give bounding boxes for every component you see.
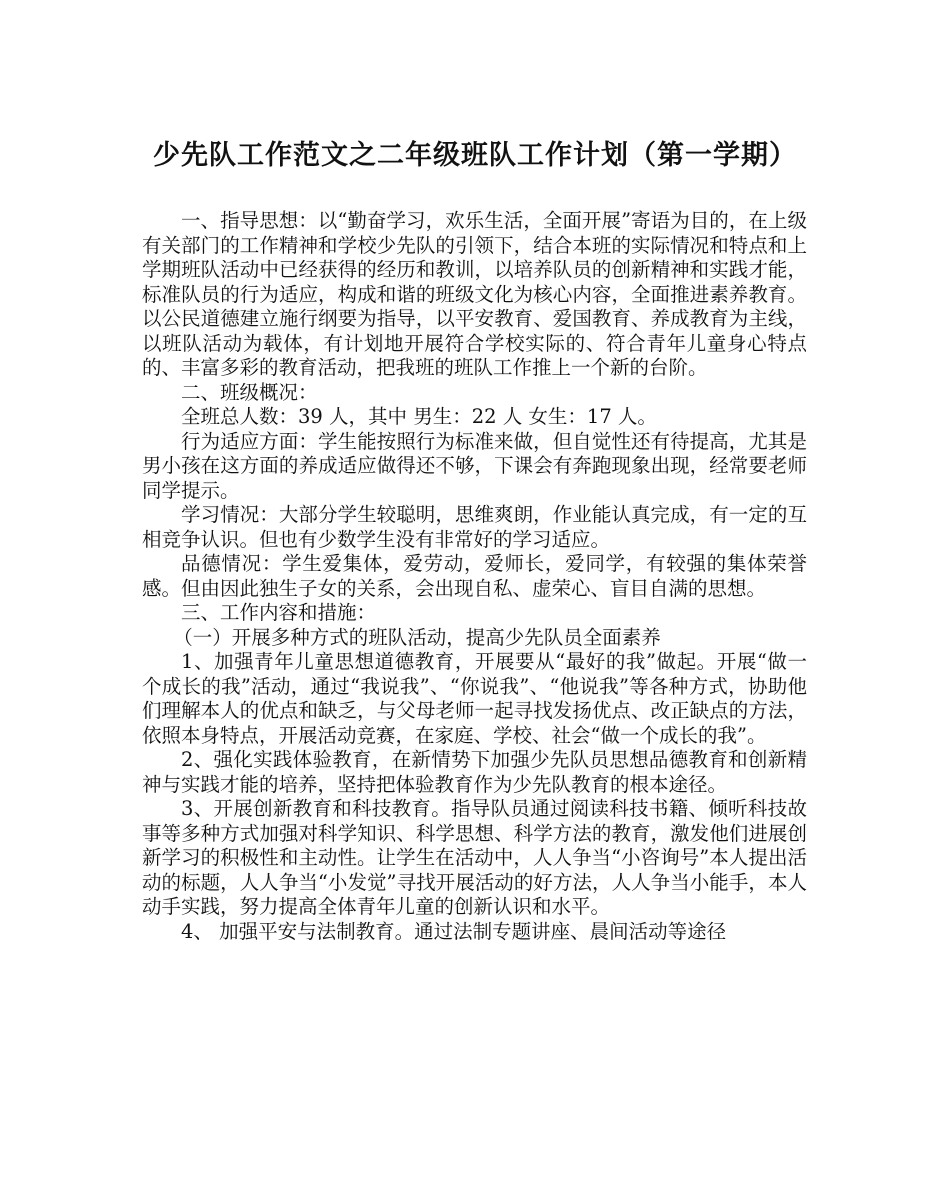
heading-class-overview: 二、班级概况：	[181, 380, 318, 404]
paragraph-moral-situation: 品德情况：学生爱集体，爱劳动，爱师长，爱同学，有较强的集体荣誉感。但由因此独生子女的关系，会出现自私、虚荣心、盲目自满的思想。	[142, 552, 807, 600]
paragraph-study-situation: 学习情况：大部分学生较聪明，思维爽朗，作业能认真完成，有一定的互相竞争认识。但也有少数学生没有非常好的学习适应。	[142, 503, 807, 551]
paragraph-item-2: 2、强化实践体验教育，在新情势下加强少先队员思想品德教育和创新精神与实践才能的培养，坚持把体验教育作为少先队教育的根本途径。	[142, 748, 807, 796]
document-title: 少先队工作范文之二年级班队工作计划（第一学期）	[153, 140, 797, 171]
paragraph-item-4: 4、 加强平安与法制教育。通过法制专题讲座、晨间活动等途径	[181, 919, 727, 943]
paragraph-guiding-thought: 一、指导思想：以“勤奋学习，欢乐生活，全面开展”寄语为目的，在上级有关部门的工作精神和学校少先队的引领下，结合本班的实际情况和特点和上学期班队活动中已经获得的经历和教训，以培养队员的创新精神和实践才能，标准队员的行为适应，构成和谐的班级文化为核心内容，全面推进素养教育。以公民道德建立施行纲要为指导，以平安教育、爱国教育、养成教育为主线，以班队活动为载体，有计划地开展符合学校实际的、符合青年儿童身心特点的、丰富多彩的教育活动，把我班的班队工作推上一个新的台阶。	[142, 209, 807, 379]
paragraph-behavior-habits: 行为适应方面：学生能按照行为标准来做，但自觉性还有待提高，尤其是男小孩在这方面的养成适应做得还不够，下课会有奔跑现象出现，经常要老师同学提示。	[142, 429, 807, 502]
document-body	[142, 209, 807, 944]
paragraph-item-1: 1、加强青年儿童思想道德教育，开展要从“最好的我”做起。开展“做一个成长的我”活动，通过“我说我”、“你说我”、“他说我”等各种方式，协助他们理解本人的优点和缺乏，与父母老师一起寻找发扬优点、改正缺点的方法，依照本身特点，开展活动竞赛，在家庭、学校、社会“做一个成长的我”。	[142, 650, 807, 747]
paragraph-item-3: 3、开展创新教育和科技教育。指导队员通过阅读科技书籍、倾听科技故事等多种方式加强对科学知识、科学思想、科学方法的教育，激发他们进展创新学习的积极性和主动性。让学生在活动中，人人争当“小咨询号”本人提出活动的标题，人人争当“小发觉”寻找开展活动的好方法，人人争当小能手，本人动手实践，努力提高全体青年儿童的创新认识和水平。	[142, 797, 807, 918]
subheading-activities: （一）开展多种方式的班队活动，提高少先队员全面素养	[173, 625, 661, 649]
paragraph-class-size: 全班总人数：39 人，其中 男生：22 人 女生：17 人。	[181, 405, 657, 428]
heading-work-content: 三、工作内容和措施：	[181, 601, 377, 624]
